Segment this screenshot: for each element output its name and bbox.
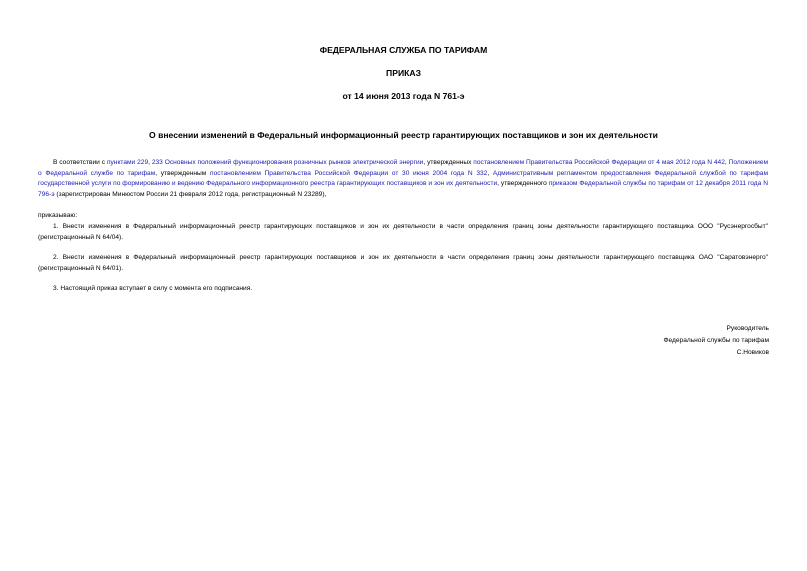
document-title: О внесении изменений в Федеральный информационный реестр гарантирующих поставщиков и зон их деятельности (149, 130, 658, 140)
signature-name: С.Новиков (736, 349, 769, 356)
intro-text: В соответствии с (53, 159, 107, 166)
intro-text: , (148, 159, 152, 166)
link-polozhenie-fst[interactable]: Положением о Федеральной службе по тарифам (38, 159, 768, 177)
order-item-1: 1. Внести изменения в Федеральный информационный реестр гарантирующих поставщиков и зон их деятельности в части определения границ зоны деятельности гарантирующего поставщика ООО "Русэнергосбыт" (регистрационный N 64/04). (38, 223, 768, 241)
signature-agency: Федеральной службы по тарифам (663, 337, 769, 344)
intro-text: , утвержденных (423, 159, 474, 166)
link-postanovlenie-442[interactable]: постановлением Правительства Российской Федерации от 4 мая 2012 года N 442 (473, 159, 725, 166)
intro-text: (зарегистрирован Минюстом России 21 февраля 2012 года, регистрационный N 23289), (54, 190, 327, 198)
document-type-heading: ПРИКАЗ (386, 68, 421, 78)
intro-text: , (724, 159, 729, 166)
intro-text: , утвержденным (155, 169, 211, 177)
signature-position: Руководитель (726, 325, 769, 332)
agency-heading: ФЕДЕРАЛЬНАЯ СЛУЖБА ПО ТАРИФАМ (319, 45, 488, 55)
order-word: приказываю: (38, 212, 78, 219)
link-punkt-229[interactable]: пунктами 229 (106, 159, 149, 166)
intro-paragraph (38, 158, 768, 200)
link-osnovnye-polozheniya[interactable]: 233 Основных положений функционирования розничных рынков электрической энергии (151, 159, 424, 166)
order-item-3: 3. Настоящий приказ вступает в силу с момента его подписания. (53, 285, 253, 292)
intro-text: , утвержденного (497, 180, 549, 187)
order-item-2: 2. Внести изменения в Федеральный информационный реестр гарантирующих поставщиков и зон их деятельности в части определения границ зоны деятельности гарантирующего поставщика ОАО "Саратовэнерго" (регистрационный N 64/01). (38, 254, 768, 272)
document-date-number: от 14 июня 2013 года N 761-э (342, 91, 465, 101)
link-prikaz-796e[interactable]: приказом Федеральной службы по тарифам от 12 декабря 2011 года N 796-э (38, 180, 768, 198)
link-postanovlenie-332[interactable]: постановлением Правительства Российской Федерации от 30 июня 2004 года N 332 (210, 169, 488, 177)
intro-text: , (487, 169, 493, 177)
link-admin-reglament[interactable]: Административным регламентом предоставления Федеральной службой по тарифам государственной услуги по формированию и ведению Федерального информационного реестра гарантирующих поставщиков и зон их деятельности (38, 169, 768, 187)
